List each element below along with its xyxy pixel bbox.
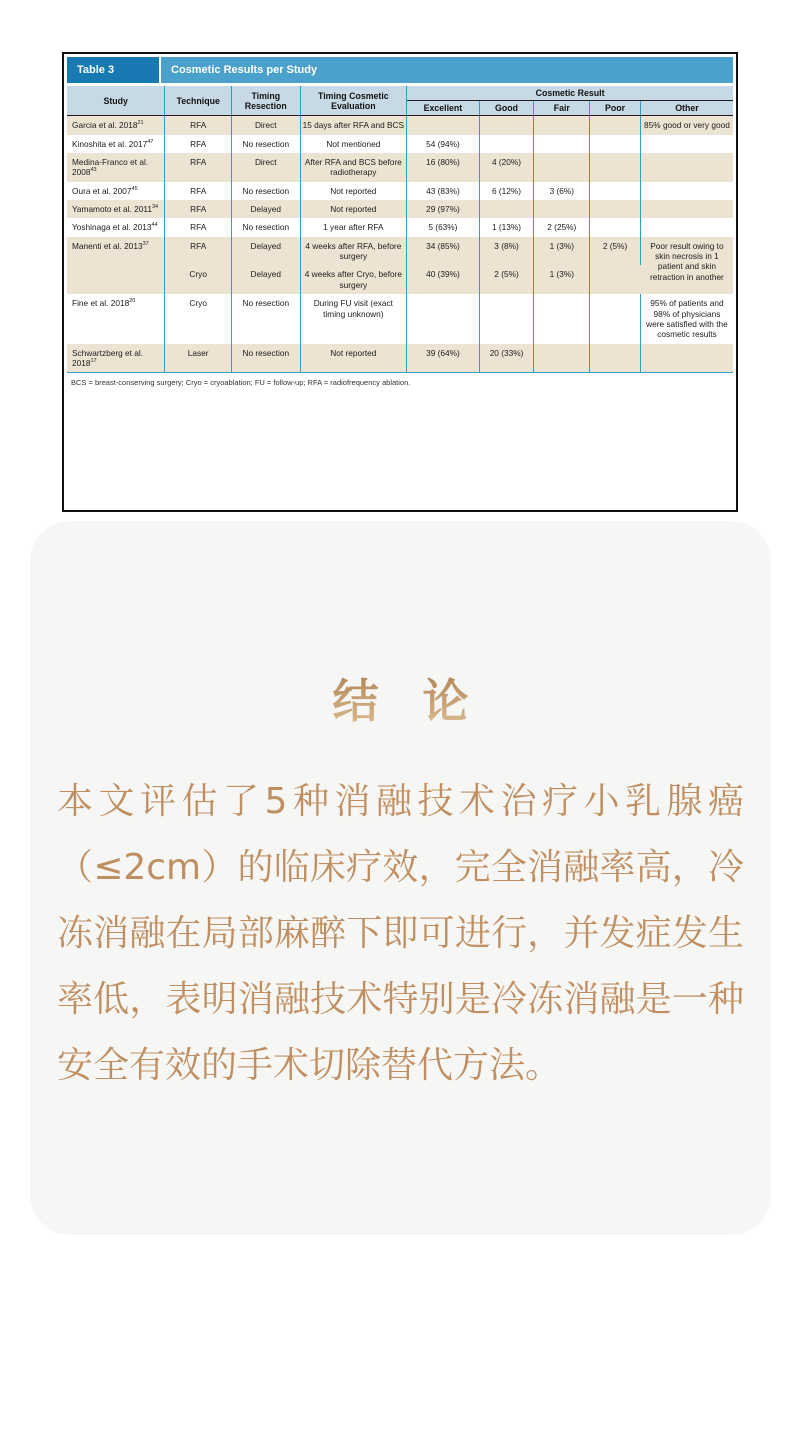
table-row — [67, 135, 733, 153]
table-cell: Not reported — [300, 200, 407, 218]
table-number-label: Table 3 — [67, 57, 159, 83]
table-title-bar — [67, 57, 733, 83]
col-header-good: Good — [479, 101, 534, 116]
table-cell: 95% of patients and 98% of physicians were satisfied with the cosmetic results — [640, 294, 733, 343]
study-cell: Manenti et al. 2013$^{37}$ — [67, 237, 165, 294]
study-cell: Yamamoto et al. 2011$^{34}$ — [67, 200, 165, 218]
table-cell: 1 (3%) — [534, 265, 590, 294]
table-cell — [640, 344, 733, 373]
study-cell: Kinoshita et al. 2017$^{47}$ — [67, 135, 165, 153]
col-header-other: Other — [640, 101, 733, 116]
table-row — [67, 153, 733, 182]
table-cell: No resection — [231, 294, 300, 343]
study-cell: Fine et al. 2018$^{20}$ — [67, 294, 165, 343]
table-cell: RFA — [165, 153, 232, 182]
table-cell: 1 (13%) — [479, 218, 534, 236]
table-cell: Not reported — [300, 344, 407, 373]
table-cell: 16 (80%) — [407, 153, 480, 182]
table-cell: 4 (20%) — [479, 153, 534, 182]
table-cell: 1 (3%) — [534, 237, 590, 266]
study-cell: Garcia et al. 2018$^{21}$ — [67, 116, 165, 135]
col-header-technique: Technique — [165, 86, 232, 116]
table-cell — [534, 116, 590, 135]
col-header-timing-evaluation: Timing Cosmetic Evaluation — [300, 86, 407, 116]
table-cell: 15 days after RFA and BCS — [300, 116, 407, 135]
table-row — [67, 116, 733, 135]
table-row — [67, 344, 733, 373]
table-cell — [590, 218, 641, 236]
table-cell — [534, 153, 590, 182]
table-cell — [590, 344, 641, 373]
table-cell — [534, 135, 590, 153]
table-cell: Laser — [165, 344, 232, 373]
study-cell: Yoshinaga et al. 2013$^{44}$ — [67, 218, 165, 236]
table-cell — [534, 344, 590, 373]
col-header-fair: Fair — [534, 101, 590, 116]
table-cell — [534, 200, 590, 218]
table-cell: 20 (33%) — [479, 344, 534, 373]
table-cell: Cryo — [165, 294, 232, 343]
table-cell: Direct — [231, 116, 300, 135]
col-header-poor: Poor — [590, 101, 641, 116]
table-cell: No resection — [231, 135, 300, 153]
table-row — [67, 182, 733, 200]
table-title: Cosmetic Results per Study — [161, 57, 733, 83]
table-cell: 43 (83%) — [407, 182, 480, 200]
table-cell: Not reported — [300, 182, 407, 200]
table-cell: RFA — [165, 200, 232, 218]
table-cell: 3 (8%) — [479, 237, 534, 266]
table-cell — [590, 265, 641, 294]
table-cell: 2 (25%) — [534, 218, 590, 236]
table-cell: No resection — [231, 182, 300, 200]
table-row — [67, 265, 733, 294]
table-cell — [590, 182, 641, 200]
table-cell: 34 (85%) — [407, 237, 480, 266]
table-cell: RFA — [165, 135, 232, 153]
table-row — [67, 200, 733, 218]
table-cell: 5 (63%) — [407, 218, 480, 236]
table-cell — [590, 135, 641, 153]
table-card — [62, 52, 738, 512]
table-cell: No resection — [231, 344, 300, 373]
table-cell: RFA — [165, 237, 232, 266]
table-cell — [590, 153, 641, 182]
table-cell: RFA — [165, 218, 232, 236]
table-cell — [479, 135, 534, 153]
table-cell: 54 (94%) — [407, 135, 480, 153]
table-cell: Direct — [231, 153, 300, 182]
table-cell: Delayed — [231, 237, 300, 266]
table-cell — [479, 200, 534, 218]
table-cell — [640, 153, 733, 182]
results-table — [67, 86, 733, 373]
col-header-timing-resection: Timing Resection — [231, 86, 300, 116]
study-cell: Schwartzberg et al. 2018$^{17}$ — [67, 344, 165, 373]
table-cell: 2 (5%) — [479, 265, 534, 294]
table-cell: Delayed — [231, 200, 300, 218]
table-row — [67, 294, 733, 343]
table-body — [67, 116, 733, 373]
table-cell: 6 (12%) — [479, 182, 534, 200]
conclusion-panel — [30, 521, 771, 1235]
table-cell: 85% good or very good — [640, 116, 733, 135]
table-cell — [590, 294, 641, 343]
table-cell — [640, 200, 733, 218]
table-cell: Delayed — [231, 265, 300, 294]
table-cell: Not mentioned — [300, 135, 407, 153]
table-cell — [640, 218, 733, 236]
table-cell: Cryo — [165, 265, 232, 294]
table-cell: During FU visit (exact timing unknown) — [300, 294, 407, 343]
table-row — [67, 237, 733, 266]
table-cell: 1 year after RFA — [300, 218, 407, 236]
table-cell — [640, 135, 733, 153]
table-cell: 3 (6%) — [534, 182, 590, 200]
table-row — [67, 218, 733, 236]
table-cell: 40 (39%) — [407, 265, 480, 294]
col-header-excellent: Excellent — [407, 101, 480, 116]
table-cell: 29 (97%) — [407, 200, 480, 218]
table-cell: 4 weeks after RFA, before surgery — [300, 237, 407, 266]
table-cell: RFA — [165, 116, 232, 135]
table-cell — [407, 294, 480, 343]
table-cell: RFA — [165, 182, 232, 200]
table-cell — [407, 116, 480, 135]
study-cell: Medina-Franco et al. 2008$^{43}$ — [67, 153, 165, 182]
table-cell — [590, 200, 641, 218]
table-cell — [479, 116, 534, 135]
conclusion-title: 结 论 — [30, 673, 771, 729]
table-cell: 39 (64%) — [407, 344, 480, 373]
conclusion-body: 本文评估了5种消融技术治疗小乳腺癌（≤2cm）的临床疗效，完全消融率高，冷冻消融在局部麻醉下即可进行，并发症发生率低，表明消融技术特别是冷冻消融是一种安全有效的手术切除替代方法。 — [57, 781, 744, 1086]
table-header-row — [67, 86, 733, 101]
table-cell: 4 weeks after Cryo, before surgery — [300, 265, 407, 294]
table-cell: Poor result owing to skin necrosis in 1 patient and skin retraction in another — [640, 237, 733, 294]
table-cell — [534, 294, 590, 343]
table-cell — [590, 116, 641, 135]
table-cell: 2 (5%) — [590, 237, 641, 266]
table-cell: No resection — [231, 218, 300, 236]
col-header-study: Study — [67, 86, 165, 116]
study-cell: Oura et al. 2007$^{45}$ — [67, 182, 165, 200]
table-cell: After RFA and BCS before radiotherapy — [300, 153, 407, 182]
col-group-cosmetic-result: Cosmetic Result — [407, 86, 733, 101]
table-cell — [479, 294, 534, 343]
table-footnote: BCS = breast-conserving surgery; Cryo = cryoablation; FU = follow-up; RFA = radiofrequency ablation. — [71, 378, 411, 388]
table-cell — [640, 182, 733, 200]
